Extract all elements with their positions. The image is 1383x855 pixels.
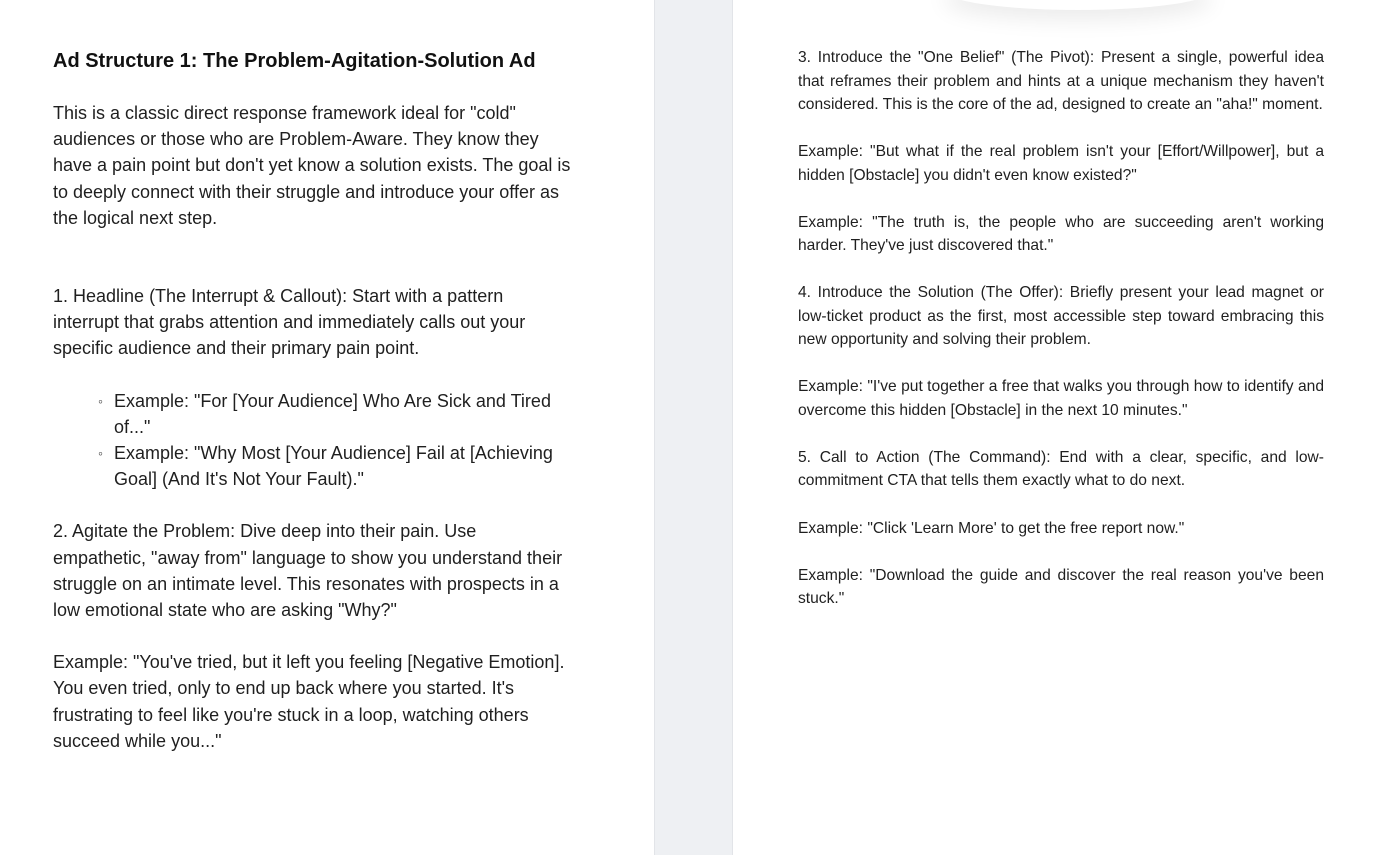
document-page-right <box>732 0 1383 855</box>
list-item: ◦ Example: "For [Your Audience] Who Are Sick and Tired of..." <box>114 388 574 440</box>
step2-paragraph: 2. Agitate the Problem: Dive deep into their pain. Use empathetic, "away from" language to show you understand their struggle on an intimate level. This resonates with prospects in a low emotional state who are asking "Why?" <box>53 521 563 621</box>
step3-example-2: Example: "The truth is, the people who are succeeding aren't working harder. They've just discovered that." <box>798 213 1324 255</box>
step3-example-1: Example: "But what if the real problem isn't your [Effort/Willpower], but a hidden [Obstacle] you didn't even know existed?" <box>798 143 1324 184</box>
intro-paragraph: This is a classic direct response framework ideal for "cold" audiences or those who are Problem-Aware. They know they have a pain point but don't yet know a solution exists. The goal is to deeply connect with their struggle and introduce your offer as the logical next step. <box>53 103 571 228</box>
document-page-left <box>0 0 655 855</box>
step5-example-1: Example: "Click 'Learn More' to get the free report now." <box>798 519 1185 537</box>
step4-paragraph: 4. Introduce the Solution (The Offer): Briefly present your lead magnet or low-ticket product as the first, most accessible step toward embracing this new opportunity and solving their problem. <box>798 284 1324 349</box>
section-heading: Ad Structure 1: The Problem-Agitation-Solution Ad <box>53 50 536 72</box>
step4-example: Example: "I've put together a free that walks you through how to identify and overcome this hidden [Obstacle] in the next 10 minutes." <box>798 378 1324 419</box>
step3-paragraph: 3. Introduce the "One Belief" (The Pivot): Present a single, powerful idea that reframes their problem and hints at a unique mechanism they haven't considered. This is the core of the ad, designed to create an "aha!" moment. <box>798 49 1324 113</box>
list-item: ◦ Example: "Why Most [Your Audience] Fail at [Achieving Goal] (And It's Not Your Fault)." <box>114 440 574 492</box>
step5-example-2: Example: "Download the guide and discover the real reason you've been stuck." <box>798 566 1324 608</box>
step5-paragraph: 5. Call to Action (The Command): End with a clear, specific, and low-commitment CTA that tells them exactly what to do next. <box>798 448 1324 490</box>
step1-example-list <box>53 388 574 493</box>
step1-paragraph: 1. Headline (The Interrupt & Callout): Start with a pattern interrupt that grabs attention and immediately calls out your specific audience and their primary pain point. <box>53 286 526 359</box>
step2-example: Example: "You've tried, but it left you feeling [Negative Emotion]. You even tried, only to end up back where you started. It's frustrating to feel like you're stuck in a loop, watching others succeed while you..." <box>53 652 565 751</box>
